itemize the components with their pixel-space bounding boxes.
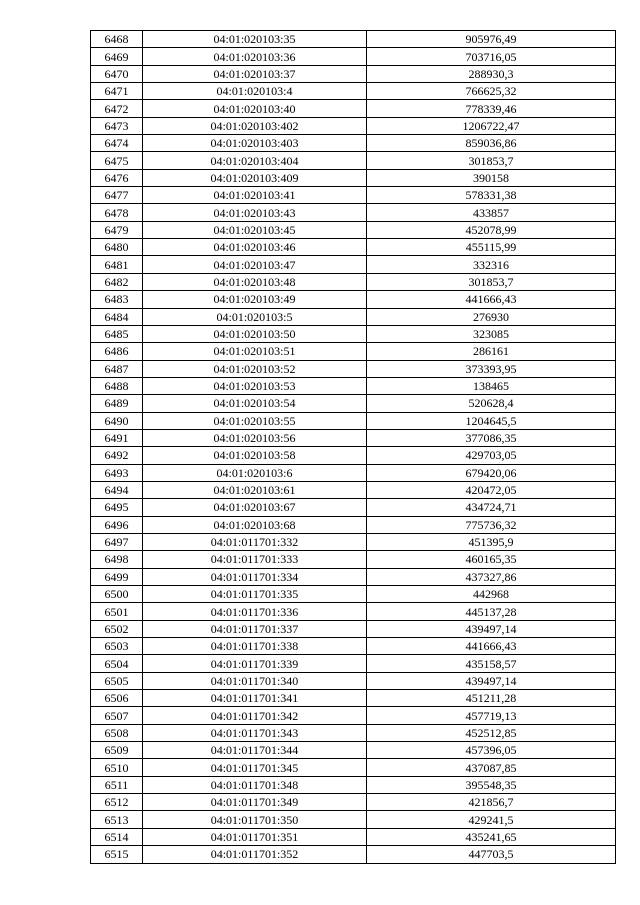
cadastral-number-cell: 04:01:020103:68 [143,516,367,533]
value-cell: 420472,05 [367,481,616,498]
row-number-cell: 6477 [91,187,143,204]
table-row [91,794,616,811]
cadastral-number-cell: 04:01:020103:36 [143,48,367,65]
value-cell: 455115,99 [367,239,616,256]
row-number-cell: 6492 [91,447,143,464]
row-number-cell: 6508 [91,724,143,741]
value-cell: 679420,06 [367,464,616,481]
row-number-cell: 6496 [91,516,143,533]
row-number-cell: 6468 [91,31,143,48]
value-cell: 445137,28 [367,603,616,620]
value-cell: 301853,7 [367,273,616,290]
value-cell: 703716,05 [367,48,616,65]
table-row [91,412,616,429]
cadastral-number-cell: 04:01:011701:340 [143,672,367,689]
row-number-cell: 6509 [91,742,143,759]
value-cell: 434724,71 [367,499,616,516]
value-cell: 437087,85 [367,759,616,776]
cadastral-number-cell: 04:01:011701:344 [143,742,367,759]
table-row [91,516,616,533]
table-row [91,325,616,342]
value-cell: 377086,35 [367,429,616,446]
value-cell: 429703,05 [367,447,616,464]
row-number-cell: 6491 [91,429,143,446]
cadastral-number-cell: 04:01:011701:349 [143,794,367,811]
value-cell: 457719,13 [367,707,616,724]
row-number-cell: 6507 [91,707,143,724]
row-number-cell: 6515 [91,846,143,863]
row-number-cell: 6471 [91,83,143,100]
row-number-cell: 6486 [91,343,143,360]
value-cell: 457396,05 [367,742,616,759]
table-row [91,291,616,308]
cadastral-number-cell: 04:01:020103:403 [143,135,367,152]
value-cell: 301853,7 [367,152,616,169]
table-row [91,586,616,603]
table-row [91,221,616,238]
row-number-cell: 6489 [91,395,143,412]
row-number-cell: 6482 [91,273,143,290]
table-row [91,135,616,152]
table-row [91,48,616,65]
row-number-cell: 6490 [91,412,143,429]
cadastral-number-cell: 04:01:020103:409 [143,169,367,186]
row-number-cell: 6494 [91,481,143,498]
cadastral-number-cell: 04:01:011701:352 [143,846,367,863]
row-number-cell: 6487 [91,360,143,377]
row-number-cell: 6504 [91,655,143,672]
table-row [91,603,616,620]
cadastral-number-cell: 04:01:011701:336 [143,603,367,620]
cadastral-number-cell: 04:01:020103:402 [143,117,367,134]
table-row [91,533,616,550]
cadastral-number-cell: 04:01:011701:337 [143,620,367,637]
row-number-cell: 6497 [91,533,143,550]
cadastral-number-cell: 04:01:020103:51 [143,343,367,360]
table-row [91,204,616,221]
row-number-cell: 6474 [91,135,143,152]
cadastral-number-cell: 04:01:011701:334 [143,568,367,585]
table-row [91,187,616,204]
value-cell: 775736,32 [367,516,616,533]
cadastral-number-cell: 04:01:011701:345 [143,759,367,776]
row-number-cell: 6475 [91,152,143,169]
row-number-cell: 6495 [91,499,143,516]
value-cell: 778339,46 [367,100,616,117]
row-number-cell: 6505 [91,672,143,689]
value-cell: 766625,32 [367,83,616,100]
table-row [91,638,616,655]
row-number-cell: 6506 [91,690,143,707]
value-cell: 439497,14 [367,620,616,637]
value-cell: 437327,86 [367,568,616,585]
row-number-cell: 6512 [91,794,143,811]
cadastral-number-cell: 04:01:020103:35 [143,31,367,48]
cadastral-number-cell: 04:01:020103:45 [143,221,367,238]
value-cell: 373393,95 [367,360,616,377]
cadastral-value-table [90,30,616,864]
value-cell: 138465 [367,377,616,394]
row-number-cell: 6469 [91,48,143,65]
cadastral-number-cell: 04:01:011701:341 [143,690,367,707]
table-row [91,846,616,863]
value-cell: 288930,3 [367,65,616,82]
table-row [91,152,616,169]
table-row [91,308,616,325]
cadastral-number-cell: 04:01:020103:43 [143,204,367,221]
cadastral-number-cell: 04:01:011701:335 [143,586,367,603]
value-cell: 452078,99 [367,221,616,238]
cadastral-number-cell: 04:01:020103:6 [143,464,367,481]
table-row [91,273,616,290]
table-row [91,724,616,741]
row-number-cell: 6470 [91,65,143,82]
row-number-cell: 6480 [91,239,143,256]
table-row [91,447,616,464]
value-cell: 442968 [367,586,616,603]
row-number-cell: 6485 [91,325,143,342]
table-row [91,117,616,134]
table-row [91,377,616,394]
cadastral-number-cell: 04:01:020103:56 [143,429,367,446]
table-row [91,690,616,707]
cadastral-number-cell: 04:01:020103:37 [143,65,367,82]
value-cell: 439497,14 [367,672,616,689]
row-number-cell: 6481 [91,256,143,273]
value-cell: 460165,35 [367,551,616,568]
value-cell: 435158,57 [367,655,616,672]
table-row [91,776,616,793]
value-cell: 520628,4 [367,395,616,412]
table-row [91,83,616,100]
table-row [91,65,616,82]
cadastral-number-cell: 04:01:020103:404 [143,152,367,169]
cadastral-number-cell: 04:01:020103:67 [143,499,367,516]
table-row [91,464,616,481]
row-number-cell: 6511 [91,776,143,793]
row-number-cell: 6472 [91,100,143,117]
cadastral-number-cell: 04:01:011701:342 [143,707,367,724]
table-row [91,395,616,412]
table-row [91,620,616,637]
value-cell: 395548,35 [367,776,616,793]
cadastral-number-cell: 04:01:011701:348 [143,776,367,793]
cadastral-number-cell: 04:01:020103:50 [143,325,367,342]
value-cell: 441666,43 [367,638,616,655]
cadastral-number-cell: 04:01:020103:4 [143,83,367,100]
row-number-cell: 6499 [91,568,143,585]
cadastral-number-cell: 04:01:011701:339 [143,655,367,672]
cadastral-number-cell: 04:01:011701:333 [143,551,367,568]
table-row [91,429,616,446]
value-cell: 276930 [367,308,616,325]
value-cell: 421856,7 [367,794,616,811]
cadastral-number-cell: 04:01:020103:52 [143,360,367,377]
table-row [91,742,616,759]
row-number-cell: 6513 [91,811,143,828]
value-cell: 905976,49 [367,31,616,48]
row-number-cell: 6514 [91,828,143,845]
table-row [91,31,616,48]
table-body [91,31,616,864]
cadastral-number-cell: 04:01:020103:54 [143,395,367,412]
row-number-cell: 6503 [91,638,143,655]
cadastral-number-cell: 04:01:020103:55 [143,412,367,429]
row-number-cell: 6498 [91,551,143,568]
value-cell: 429241,5 [367,811,616,828]
value-cell: 390158 [367,169,616,186]
row-number-cell: 6501 [91,603,143,620]
row-number-cell: 6488 [91,377,143,394]
row-number-cell: 6476 [91,169,143,186]
cadastral-number-cell: 04:01:011701:351 [143,828,367,845]
value-cell: 435241,65 [367,828,616,845]
value-cell: 1206722,47 [367,117,616,134]
table-row [91,655,616,672]
cadastral-number-cell: 04:01:020103:40 [143,100,367,117]
value-cell: 578331,38 [367,187,616,204]
table-row [91,360,616,377]
value-cell: 451395,9 [367,533,616,550]
value-cell: 323085 [367,325,616,342]
cadastral-number-cell: 04:01:020103:49 [143,291,367,308]
value-cell: 433857 [367,204,616,221]
table-row [91,551,616,568]
row-number-cell: 6493 [91,464,143,481]
cadastral-number-cell: 04:01:020103:53 [143,377,367,394]
table-row [91,672,616,689]
value-cell: 332316 [367,256,616,273]
table-row [91,100,616,117]
table-row [91,239,616,256]
cadastral-number-cell: 04:01:020103:5 [143,308,367,325]
row-number-cell: 6478 [91,204,143,221]
table-row [91,499,616,516]
table-row [91,811,616,828]
table-row [91,759,616,776]
cadastral-number-cell: 04:01:020103:41 [143,187,367,204]
cadastral-number-cell: 04:01:020103:47 [143,256,367,273]
cadastral-number-cell: 04:01:020103:58 [143,447,367,464]
value-cell: 286161 [367,343,616,360]
row-number-cell: 6479 [91,221,143,238]
cadastral-number-cell: 04:01:020103:48 [143,273,367,290]
table-row [91,481,616,498]
row-number-cell: 6483 [91,291,143,308]
cadastral-number-cell: 04:01:011701:338 [143,638,367,655]
cadastral-value-table-container [90,30,615,864]
cadastral-number-cell: 04:01:020103:61 [143,481,367,498]
cadastral-number-cell: 04:01:020103:46 [143,239,367,256]
value-cell: 452512,85 [367,724,616,741]
cadastral-number-cell: 04:01:011701:350 [143,811,367,828]
table-row [91,169,616,186]
table-row [91,343,616,360]
value-cell: 441666,43 [367,291,616,308]
table-row [91,707,616,724]
row-number-cell: 6484 [91,308,143,325]
row-number-cell: 6473 [91,117,143,134]
value-cell: 447703,5 [367,846,616,863]
row-number-cell: 6510 [91,759,143,776]
table-row [91,568,616,585]
value-cell: 451211,28 [367,690,616,707]
value-cell: 859036,86 [367,135,616,152]
table-row [91,256,616,273]
row-number-cell: 6502 [91,620,143,637]
value-cell: 1204645,5 [367,412,616,429]
row-number-cell: 6500 [91,586,143,603]
cadastral-number-cell: 04:01:011701:343 [143,724,367,741]
cadastral-number-cell: 04:01:011701:332 [143,533,367,550]
table-row [91,828,616,845]
